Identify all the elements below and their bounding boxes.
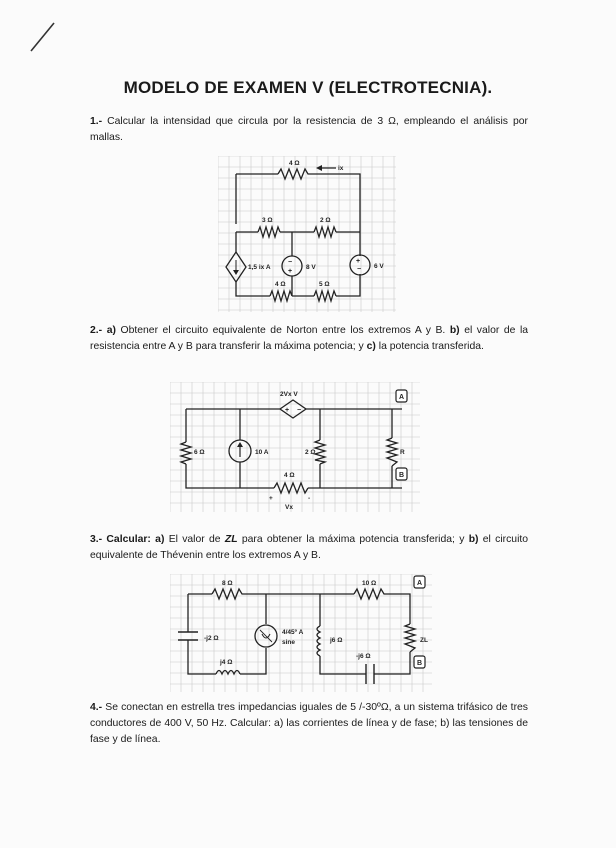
question-number: 3.- (90, 534, 103, 545)
resistor-10-ohm (354, 589, 386, 599)
circuit-2 (170, 382, 420, 512)
terminal-a-label: A (417, 580, 423, 587)
part-label: c) (366, 341, 376, 352)
label-cap-bottom: -j6 Ω (356, 653, 371, 660)
label-ac-source: 4/45º A (282, 629, 304, 636)
label-r-10: 10 Ω (362, 580, 377, 587)
circuit-3 (170, 574, 432, 692)
label-r-2: 2 Ω (305, 449, 316, 456)
part-text: el circuito equivalente de Thévenin entre los extremos A y B. (90, 534, 529, 561)
inductor-j6 (317, 626, 320, 656)
resistor-4-ohm-top (278, 169, 310, 179)
label-minus: - (308, 495, 311, 502)
load-zl (405, 624, 415, 652)
terminal-a-label: A (399, 394, 405, 401)
part-label: b) (468, 534, 479, 545)
label-r-bottom-right: 5 Ω (319, 281, 330, 288)
resistor-2-ohm (315, 440, 325, 464)
label-r-8: 8 Ω (222, 580, 233, 587)
label-6v: 6 V (374, 263, 384, 270)
svg-text:+: + (288, 268, 293, 275)
terminal-b-label: B (399, 472, 405, 479)
question-text: Calcular la intensidad que circula por la resistencia de 3 Ω, empleando el análisis por mallas. (90, 116, 528, 143)
circuit-1 (218, 156, 396, 312)
label-ix: ix (338, 165, 344, 172)
label-dep-source: 2Vx V (280, 391, 298, 398)
part-label: a) (106, 325, 116, 336)
label-ac-kind: sine (282, 639, 296, 646)
part-text: la potencia transferida. (378, 341, 484, 352)
part-text: El valor de (168, 534, 221, 545)
part-text: el valor de la resistencia entre A y B para transferir la máxima potencia; y (90, 325, 529, 352)
svg-text:+: + (356, 258, 361, 265)
question-number: 2.- (90, 325, 103, 336)
question-3 (90, 532, 528, 564)
label-r-3: 3 Ω (262, 217, 273, 224)
label-r-top: 4 Ω (289, 160, 300, 167)
question-number: 1.- (90, 116, 103, 127)
label-r-2: 2 Ω (320, 217, 331, 224)
inductor-j4 (216, 671, 240, 675)
part-text: Obtener el circuito equivalente de Norton entre los extremos A y B. (120, 325, 446, 336)
question-2 (90, 323, 528, 355)
svg-text:−: − (297, 407, 302, 414)
part-text: para obtener la máxima potencia transferida; y (241, 534, 465, 545)
grid-background (218, 156, 396, 312)
label-vx: Vx (285, 504, 293, 511)
page-title: MODELO DE EXAMEN V (ELECTROTECNIA). (123, 78, 493, 97)
label-current-source: 1,5 ix A (248, 264, 271, 271)
pen-mark (28, 20, 58, 54)
question-4 (90, 700, 528, 748)
question-1 (90, 114, 528, 146)
label-ind-bottom: j4 Ω (220, 659, 233, 666)
label-ind-mid: j6 Ω (330, 637, 343, 644)
resistor-r-load (387, 438, 397, 466)
svg-text:+: + (285, 407, 290, 414)
label-r-6: 6 Ω (194, 449, 205, 456)
terminal-b-label: B (417, 660, 423, 667)
question-number: 4.- (90, 702, 103, 713)
label-zl: ZL (420, 637, 428, 644)
part-label: b) (449, 325, 460, 336)
resistor-6-ohm (181, 442, 191, 464)
label-r-load: R (400, 449, 405, 456)
resistor-8-ohm (212, 589, 244, 599)
label-plus: + (269, 495, 273, 502)
question-intro: Calcular: (106, 534, 151, 545)
label-10a: 10 A (255, 449, 269, 456)
zl-symbol: ZL (224, 534, 238, 545)
label-cap-left: -j2 Ω (204, 635, 219, 642)
label-r-bottom-left: 4 Ω (275, 281, 286, 288)
part-label: a) (155, 534, 165, 545)
resistor-3-ohm (258, 227, 280, 237)
label-8v: 8 V (306, 264, 316, 271)
svg-text:−: − (288, 259, 293, 266)
svg-text:−: − (357, 266, 362, 273)
question-text: Se conectan en estrella tres impedancias iguales de 5 /-30ºΩ, a un sistema trifásico de tres conductores de 400 V, 50 Hz. Calcular: a) las corrientes de línea y de fase; b) las tensiones de fase y de línea. (90, 702, 529, 745)
label-r-4: 4 Ω (284, 472, 295, 479)
